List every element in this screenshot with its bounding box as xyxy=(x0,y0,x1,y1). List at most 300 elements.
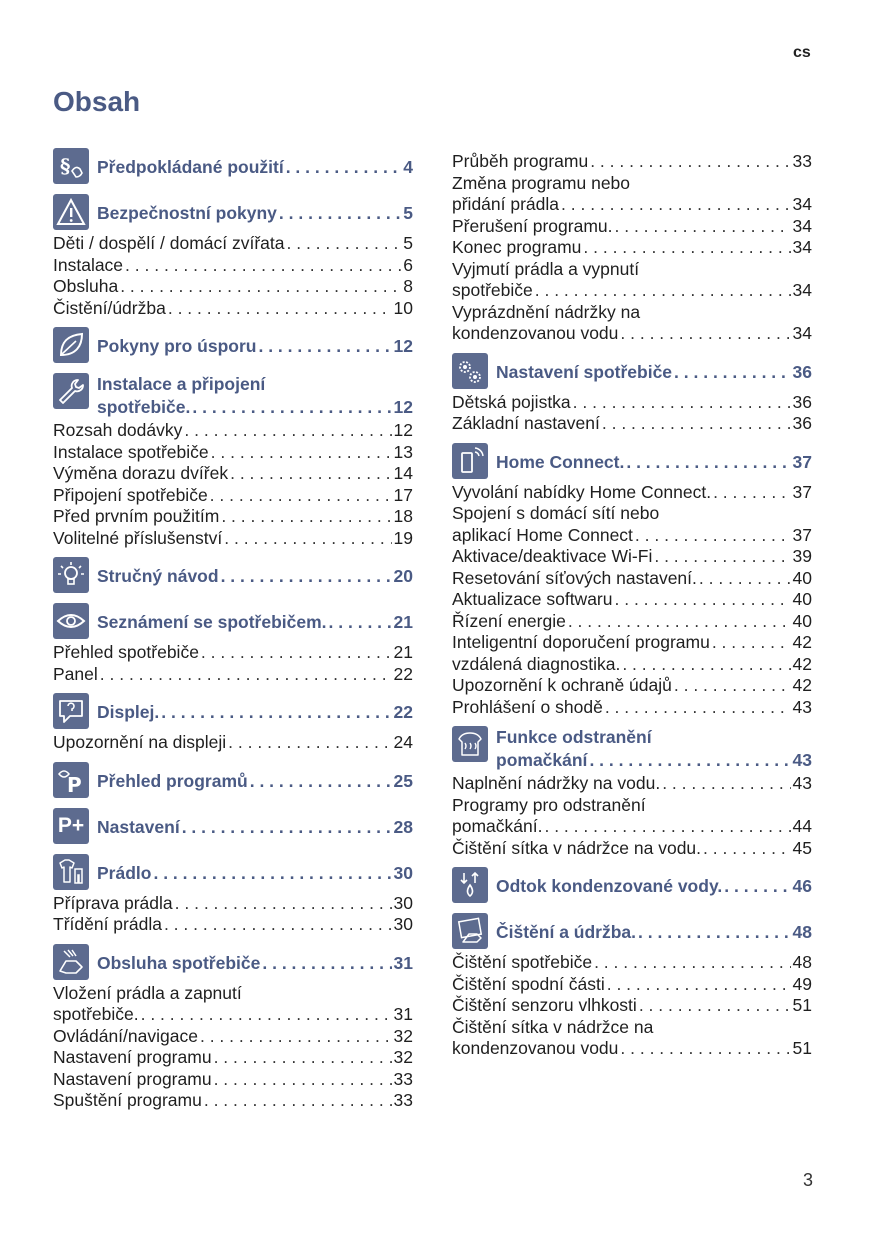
toc-entry-preruseni-programu[interactable] xyxy=(452,216,812,238)
toc-entry-priprava-pradla[interactable] xyxy=(53,893,413,915)
toc-entry-vyprazdneni-nadrzky-na-kondenzovanou-vodu[interactable] xyxy=(452,302,812,345)
cleaning-hand-icon xyxy=(452,913,488,949)
toc-entry-cisteni-udrzba[interactable] xyxy=(53,298,413,320)
dot-leader xyxy=(589,749,790,772)
dot-leader xyxy=(561,194,791,216)
entry-text: Výměna dorazu dvířek xyxy=(53,463,229,483)
page-ref: 49 xyxy=(792,973,812,994)
page-ref: 5 xyxy=(403,233,413,253)
page-number: 3 xyxy=(803,1170,814,1190)
toc-entry-spojeni-s-domaci-siti-nebo-aplikaci-home-connect[interactable] xyxy=(452,503,812,546)
dot-leader xyxy=(662,773,790,795)
section-heading xyxy=(97,194,413,225)
page-ref: 22 xyxy=(393,702,413,722)
gears-icon xyxy=(452,353,488,389)
dot-leader xyxy=(699,568,791,590)
dot-leader xyxy=(204,1090,392,1112)
section-title-text: Home Connect. xyxy=(496,451,625,472)
toc-entry-row-line-1 xyxy=(452,259,812,281)
toc-entry-prubeh-programu[interactable] xyxy=(452,151,812,173)
entry-text: Spuštění programu xyxy=(53,1090,202,1110)
entry-text: spotřebiče xyxy=(452,280,533,300)
page-ref: 45 xyxy=(792,837,812,858)
toc-entry-row xyxy=(53,1047,413,1069)
svg-text:P: P xyxy=(67,772,82,795)
section-title-text: pomačkání xyxy=(496,750,588,770)
dot-leader xyxy=(583,237,790,259)
toc-entry-row-line-2 xyxy=(452,280,812,302)
entry-text: Nastavení programu xyxy=(53,1068,212,1089)
page-ref: 18 xyxy=(393,506,413,526)
page-ref: 17 xyxy=(393,484,413,505)
page-ref: 43 xyxy=(792,696,812,717)
program-p-icon xyxy=(53,762,89,798)
entry-text: Čištění sítka v nádržce na vodu. xyxy=(452,837,702,858)
entry-text: Programy pro odstranění xyxy=(452,794,646,815)
dot-leader xyxy=(228,732,391,754)
section-heading xyxy=(97,693,413,724)
section-title-text: Obsluha spotřebiče xyxy=(97,952,261,973)
section-title-text: Displej. xyxy=(97,702,160,722)
section-heading-line-2 xyxy=(97,396,413,419)
toc-section-instalace-a-pripojeni-spotrebice[interactable] xyxy=(53,373,413,419)
page-ref: 48 xyxy=(792,922,812,942)
toc-entry-vyjmuti-pradla-a-vypnuti-spotrebice[interactable] xyxy=(452,259,812,302)
toc-entry-row-line-1 xyxy=(452,503,812,525)
toc-section-nastaveni[interactable] xyxy=(53,808,413,846)
section-heading xyxy=(496,913,812,944)
toc-entry-resetovani-sitovych-nastaveni[interactable] xyxy=(452,568,812,590)
dot-leader xyxy=(214,1069,392,1091)
toc-entry-row xyxy=(53,914,413,936)
section-title-text: Seznámení se spotřebičem. xyxy=(97,612,327,632)
condensed-water-drain-icon xyxy=(452,867,488,903)
page-ref: 43 xyxy=(792,773,812,793)
toc-entry-list xyxy=(452,952,812,1060)
wrench-icon xyxy=(53,373,89,409)
page-ref: 43 xyxy=(792,750,812,770)
section-title-text: Nastavení spotřebiče xyxy=(496,361,673,382)
page-ref: 22 xyxy=(393,663,413,684)
section-title-text: Přehled programů xyxy=(97,770,248,791)
toc-entry-row xyxy=(452,697,812,719)
entry-text: Přerušení programu. xyxy=(452,215,613,236)
entry-text: Upozornění na displeji xyxy=(53,732,227,752)
toc-section-odtok-kondenzovane-vody[interactable] xyxy=(452,867,812,905)
page-ref: 34 xyxy=(792,323,812,343)
dot-leader xyxy=(258,335,391,358)
page-ref: 8 xyxy=(403,276,413,296)
page-ref: 12 xyxy=(393,420,413,440)
warning-triangle-icon xyxy=(53,194,89,230)
entry-text: Spojení s domácí sítí nebo xyxy=(452,503,660,523)
entry-text: Přehled spotřebiče xyxy=(53,642,199,662)
dot-leader xyxy=(674,361,790,384)
toc-entry-cisteni-spodni-casti[interactable] xyxy=(452,974,812,996)
toc-section-seznameni-se-spotrebicem[interactable] xyxy=(53,603,413,641)
dot-leader xyxy=(712,632,791,654)
dot-leader xyxy=(620,323,790,345)
dot-leader xyxy=(535,280,791,302)
page-ref: 34 xyxy=(792,215,812,236)
dot-leader xyxy=(184,420,391,442)
toc-entry-prohlaseni-o-shode[interactable] xyxy=(452,697,812,719)
dot-leader xyxy=(262,952,391,975)
toc-entry-row xyxy=(452,838,812,860)
entry-text: Třídění prádla xyxy=(53,914,162,934)
toc-entry-row xyxy=(452,392,812,414)
toc-entry-row xyxy=(452,482,812,504)
entry-text: Panel xyxy=(53,663,98,684)
section-heading xyxy=(496,867,812,898)
toc-section-pokyny-pro-usporu[interactable] xyxy=(53,327,413,365)
toc-section-predpokladane-pouziti[interactable] xyxy=(53,148,413,186)
toc-entry-row-line-2 xyxy=(452,194,812,216)
section-heading-line-1 xyxy=(97,373,413,396)
lightbulb-icon xyxy=(53,557,89,593)
toc-entry-list xyxy=(452,773,812,859)
dot-leader xyxy=(635,525,791,547)
entry-text: Instalace spotřebiče xyxy=(53,441,209,462)
toc-entry-row xyxy=(452,413,812,435)
page-ref: 39 xyxy=(792,546,812,566)
toc-right-column xyxy=(452,150,812,1060)
dot-leader xyxy=(638,921,791,944)
toc-entry-nastaveni-programu[interactable] xyxy=(53,1047,413,1069)
toc-entry-row-line-1 xyxy=(452,795,812,817)
dot-leader xyxy=(626,451,790,474)
dot-leader xyxy=(279,202,401,225)
section-title-text: spotřebiče. xyxy=(97,397,191,417)
dot-leader xyxy=(230,463,391,485)
page-ref: 28 xyxy=(393,816,413,837)
toc-entry-inteligentni-doporuceni-programu[interactable] xyxy=(452,632,812,654)
section-heading xyxy=(496,353,812,384)
toc-entry-vlozeni-pradla-a-zapnuti-spotrebice[interactable] xyxy=(53,983,413,1026)
toc-entry-vymena-dorazu-dvirek[interactable] xyxy=(53,463,413,485)
toc-section-pradlo[interactable] xyxy=(53,854,413,892)
toc-left-column xyxy=(53,148,413,1112)
toc-entry-rozsah-dodavky[interactable] xyxy=(53,420,413,442)
entry-text: Čištění sítka v nádržce na xyxy=(452,1016,654,1037)
page-ref: 36 xyxy=(792,413,812,433)
toc-entry-row xyxy=(53,642,413,664)
page-ref: 19 xyxy=(393,527,413,548)
entry-text: Rozsah dodávky xyxy=(53,420,183,440)
toc-entry-row-line-1 xyxy=(452,302,812,324)
toc-entry-konec-programu[interactable] xyxy=(452,237,812,259)
dot-leader xyxy=(141,1004,392,1026)
entry-text: Vyprázdnění nádržky na xyxy=(452,301,641,322)
entry-text: přidání prádla xyxy=(452,194,560,214)
toc-section-home-connect[interactable] xyxy=(452,443,812,481)
dot-leader xyxy=(221,565,392,588)
page-ref: 42 xyxy=(792,632,812,652)
dot-leader xyxy=(201,642,392,664)
toc-entry-upozorneni-na-displeji[interactable] xyxy=(53,732,413,754)
dot-leader xyxy=(605,697,791,719)
toc-entry-list xyxy=(53,732,413,754)
toc-entry-row-line-1 xyxy=(53,983,413,1005)
toc-entry-row xyxy=(53,528,413,550)
entry-text: Řízení energie xyxy=(452,610,566,631)
toc-entry-row xyxy=(53,485,413,507)
page-ref: 37 xyxy=(792,481,812,502)
entry-text: Ovládání/navigace xyxy=(53,1025,198,1046)
entry-text: Průběh programu xyxy=(452,151,589,171)
section-title-text: Stručný návod xyxy=(97,566,219,586)
toc-entry-cisteni-senzoru-vlhkosti[interactable] xyxy=(452,995,812,1017)
toc-section-funkce-odstraneni-pomackani[interactable] xyxy=(452,726,812,772)
entry-text: Připojení spotřebiče xyxy=(53,484,208,505)
section-title-text: Čištění a údržba. xyxy=(496,922,637,942)
toc-entry-row xyxy=(452,675,812,697)
dot-leader xyxy=(286,156,402,179)
toc-entry-obsluha[interactable] xyxy=(53,276,413,298)
page-ref: 6 xyxy=(403,254,413,275)
toc-entry-row xyxy=(452,632,812,654)
toc-section-prehled-programu[interactable] xyxy=(53,762,413,800)
entry-text: kondenzovanou vodu xyxy=(452,323,619,343)
toc-entry-row xyxy=(53,255,413,277)
hand-operation-icon xyxy=(53,944,89,980)
toc-entry-row-line-2 xyxy=(452,816,812,838)
toc-entry-panel[interactable] xyxy=(53,664,413,686)
page-ref: 32 xyxy=(393,1025,413,1046)
page-ref: 51 xyxy=(792,995,812,1015)
entry-text: pomačkání. xyxy=(452,816,543,836)
toc-entry-row xyxy=(452,568,812,590)
entry-text: Změna programu nebo xyxy=(452,172,631,193)
svg-text:§: § xyxy=(60,154,71,178)
page-ref: 5 xyxy=(403,203,413,223)
section-heading xyxy=(97,148,413,179)
toc-entry-row xyxy=(53,506,413,528)
entry-text: kondenzovanou vodu xyxy=(452,1038,619,1058)
dot-leader xyxy=(211,442,392,464)
toc-section-displej[interactable] xyxy=(53,693,413,731)
toc-entry-list xyxy=(452,392,812,435)
toc-entry-zmena-programu-nebo-pridani-pradla[interactable] xyxy=(452,173,812,216)
toc-entry-cisteni-sitka-v-nadrzce-na-kondenzovanou-vodu[interactable] xyxy=(452,1017,812,1060)
leaf-icon xyxy=(53,327,89,363)
entry-text: Čištění spotřebiče xyxy=(452,952,593,972)
toc-section-bezpecnostni-pokyny[interactable] xyxy=(53,194,413,232)
dot-leader xyxy=(287,233,402,255)
toc-entry-aktualizace-softwaru[interactable] xyxy=(452,589,812,611)
toc-entry-nastaveni-programu[interactable] xyxy=(53,1069,413,1091)
laundry-icon xyxy=(53,854,89,890)
toc-entry-row xyxy=(452,216,812,238)
section-heading xyxy=(97,762,413,793)
page-ref: 40 xyxy=(792,589,812,609)
page-ref: 21 xyxy=(393,612,413,632)
page-ref: 37 xyxy=(792,524,812,545)
toc-entry-row xyxy=(53,1026,413,1048)
toc-section-obsluha-spotrebice[interactable] xyxy=(53,944,413,982)
page-ref: 34 xyxy=(792,237,812,257)
entry-text: Základní nastavení xyxy=(452,413,600,433)
entry-text: Volitelné příslušenství xyxy=(53,527,223,548)
toc-entry-row-line-2 xyxy=(452,323,812,345)
entry-text: Obsluha xyxy=(53,276,119,296)
toc-entry-row xyxy=(53,732,413,754)
dot-leader xyxy=(329,611,392,634)
page-ref: 4 xyxy=(403,157,413,177)
page-ref: 34 xyxy=(792,194,812,214)
toc-entry-cisteni-sitka-v-nadrzce-na-vodu[interactable] xyxy=(452,838,812,860)
page-ref: 48 xyxy=(792,952,812,972)
toc-entry-ovladani-navigace[interactable] xyxy=(53,1026,413,1048)
eye-icon xyxy=(53,603,89,639)
entry-text: Čištění spodní části xyxy=(452,973,605,994)
toc-entry-pred-prvnim-pouzitim[interactable] xyxy=(53,506,413,528)
page-ref: 14 xyxy=(393,463,413,483)
dot-leader xyxy=(590,151,790,173)
page-ref: 10 xyxy=(393,297,413,318)
toc-entry-row-line-2 xyxy=(53,1004,413,1026)
toc-entry-row xyxy=(53,233,413,255)
section-title-text: Funkce odstranění xyxy=(496,727,652,747)
toc-entry-row xyxy=(53,298,413,320)
toc-entry-spusteni-programu[interactable] xyxy=(53,1090,413,1112)
section-heading xyxy=(496,443,812,474)
dot-leader xyxy=(250,770,392,793)
toc-entry-volitelne-prislusenstvi[interactable] xyxy=(53,528,413,550)
dot-leader xyxy=(192,396,391,419)
home-connect-icon xyxy=(452,443,488,479)
page-ref: 31 xyxy=(393,952,413,973)
toc-entry-deti-dospeli-domaci-zvirata[interactable] xyxy=(53,233,413,255)
section-title-text: Nastavení xyxy=(97,816,180,837)
entry-text: Prohlášení o shodě xyxy=(452,696,603,717)
toc-entry-zakladni-nastaveni[interactable] xyxy=(452,413,812,435)
entry-text: vzdálená diagnostika. xyxy=(452,653,621,674)
dot-leader xyxy=(161,701,391,724)
toc-entry-cisteni-spotrebice[interactable] xyxy=(452,952,812,974)
dot-leader xyxy=(153,862,391,885)
toc-entry-row xyxy=(53,1090,413,1112)
entry-text: Resetování síťových nastavení. xyxy=(452,567,697,588)
page-title: Obsah xyxy=(53,86,141,117)
dot-leader xyxy=(120,276,401,298)
entry-text: Nastavení programu xyxy=(53,1047,212,1067)
section-heading-line-1 xyxy=(496,726,812,749)
dot-leader xyxy=(607,974,791,996)
toc-entry-row xyxy=(452,611,812,633)
language-code: cs xyxy=(793,44,811,61)
dot-leader xyxy=(674,675,791,697)
entry-text: Inteligentní doporučení programu xyxy=(452,632,710,652)
toc-entry-pripojeni-spotrebice[interactable] xyxy=(53,485,413,507)
entry-text: Upozornění k ochraně údajů xyxy=(452,675,672,695)
dot-leader xyxy=(573,392,791,414)
dot-leader xyxy=(622,654,790,676)
dot-leader xyxy=(615,216,791,238)
toc-section-nastaveni-spotrebice[interactable] xyxy=(452,353,812,391)
toc-entry-row xyxy=(452,151,812,173)
entry-text: Příprava prádla xyxy=(53,892,173,913)
toc-entry-list xyxy=(53,983,413,1112)
dot-leader xyxy=(724,875,790,898)
toc-entry-upozorneni-k-ochrane-udaju[interactable] xyxy=(452,675,812,697)
dot-leader xyxy=(125,255,401,277)
display-bubble-icon xyxy=(53,693,89,729)
p-plus-icon: P+ xyxy=(53,808,89,844)
entry-text: Vyvolání nabídky Home Connect. xyxy=(452,481,712,502)
entry-text: Vložení prádla a zapnutí xyxy=(53,982,242,1003)
dot-leader xyxy=(175,893,392,915)
section-heading xyxy=(97,557,413,588)
toc-section-cisteni-a-udrzba[interactable] xyxy=(452,913,812,951)
entry-text: Aktualizace softwaru xyxy=(452,589,613,609)
page-ref: 40 xyxy=(792,567,812,588)
dot-leader xyxy=(594,952,790,974)
page-ref: 40 xyxy=(792,610,812,631)
toc-entry-prehled-spotrebice[interactable] xyxy=(53,642,413,664)
page-ref: 30 xyxy=(393,892,413,913)
dot-leader xyxy=(200,1026,392,1048)
toc-entry-row xyxy=(452,546,812,568)
entry-text: Děti / dospělí / domácí zvířata xyxy=(53,233,285,253)
page-ref: 42 xyxy=(792,675,812,695)
page-ref: 20 xyxy=(393,566,413,586)
section-heading-line-2 xyxy=(496,749,812,772)
entry-text: Před prvním použitím xyxy=(53,506,220,526)
page-ref: 34 xyxy=(792,280,812,300)
toc-entry-vyvolani-nabidky-home-connect[interactable] xyxy=(452,482,812,504)
toc-entry-row-line-2 xyxy=(452,525,812,547)
toc-entry-vzdalena-diagnostika[interactable] xyxy=(452,654,812,676)
toc-section-strucny-navod[interactable] xyxy=(53,557,413,595)
toc-entry-list xyxy=(452,482,812,719)
toc-entry-aktivace-deaktivace-wi-fi[interactable] xyxy=(452,546,812,568)
page-ref: 36 xyxy=(792,391,812,412)
dot-leader xyxy=(168,298,392,320)
page-ref: 32 xyxy=(393,1047,413,1067)
toc-entry-programy-pro-odstraneni-pomackani[interactable] xyxy=(452,795,812,838)
toc-entry-instalace[interactable] xyxy=(53,255,413,277)
toc-entry-list xyxy=(53,893,413,936)
toc-entry-row xyxy=(53,442,413,464)
page-ref: 37 xyxy=(792,451,812,472)
section-title-text: Prádlo xyxy=(97,862,152,883)
toc-entry-row xyxy=(53,420,413,442)
toc-entry-row xyxy=(53,463,413,485)
entry-text: spotřebiče. xyxy=(53,1004,139,1024)
entry-text: Instalace xyxy=(53,254,124,275)
toc-entry-detska-pojistka[interactable] xyxy=(452,392,812,414)
dot-leader xyxy=(713,482,790,504)
dot-leader xyxy=(182,816,392,839)
page-ref: 46 xyxy=(792,876,812,896)
dot-leader xyxy=(568,611,791,633)
entry-text: Aktivace/deaktivace Wi-Fi xyxy=(452,546,653,566)
page-ref: 25 xyxy=(393,770,413,791)
page-ref: 21 xyxy=(393,642,413,662)
section-heading xyxy=(97,603,413,634)
toc-entry-row xyxy=(53,664,413,686)
section-heading xyxy=(97,944,413,975)
toc-entry-trideni-pradla[interactable] xyxy=(53,914,413,936)
dot-leader xyxy=(544,816,790,838)
page-ref: 36 xyxy=(792,361,812,382)
toc-entry-instalace-spotrebice[interactable] xyxy=(53,442,413,464)
toc-entry-naplneni-nadrzky-na-vodu[interactable] xyxy=(452,773,812,795)
page-ref: 30 xyxy=(393,862,413,883)
toc-entry-rizeni-energie[interactable] xyxy=(452,611,812,633)
toc-entry-list xyxy=(53,233,413,319)
